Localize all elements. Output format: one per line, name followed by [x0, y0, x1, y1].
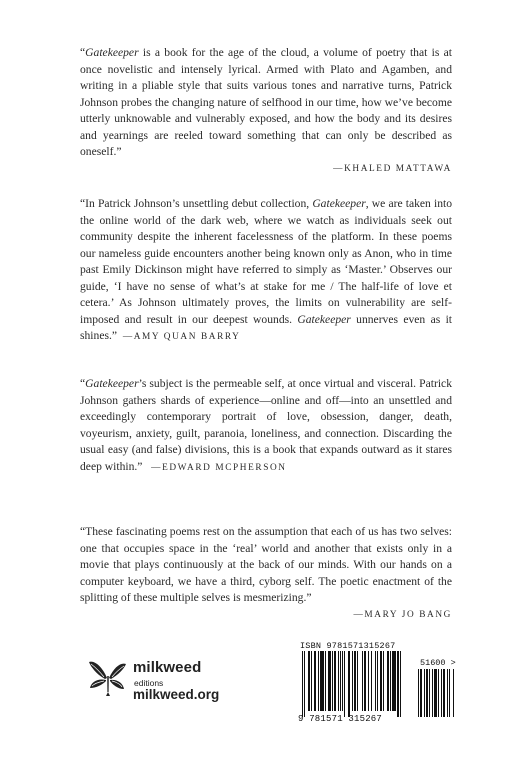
price-code: 51600 >	[420, 658, 456, 668]
barcode-digits: 9 781571 315267	[298, 714, 383, 724]
blurb-text: “Gatekeeper’s subject is the permeable self, at once virtual and visceral. Patrick Johnson gathers shards of experience—online and off—into an unsettled and exceedingly contemporary portrait of love, obsession, danger, death, voyeurism, anxiety, guilt, paranoia, loneliness, and connection. Discarding the usual easy (and false) divisions, this is a book that expands outward as it stares deep within.” —EDWARD MCPHERSON	[80, 377, 452, 473]
blurb-attribution: —EDWARD MCPHERSON	[151, 462, 287, 473]
book-title: Gatekeeper	[85, 377, 139, 390]
blurb-attribution: —MARY JO BANG	[353, 609, 452, 620]
publisher-subtitle: editions	[134, 678, 164, 688]
book-title: Gatekeeper	[297, 312, 351, 326]
barcode-bars	[302, 651, 414, 717]
publisher-logo	[88, 658, 238, 704]
barcode-addon-bars	[418, 669, 462, 717]
blurb-text: “These fascinating poems rest on the assumption that each of us has two selves: one that occupies space in the ‘real’ world and another that exists only in a movie that plays continuously at the back of our minds. With our hands on a computer keyboard, we have a third, cyborg self. The poetic enactment of the splitting of these multiple selves is mesmerizing.”	[80, 525, 452, 605]
blurb-text: “In Patrick Johnson’s unsettling debut collection, Gatekeeper, we are taken into the online world of the dark web, where we watch as individuals seek out community despite the inherent facelessness of the platform. In these poems our nameless guide encounters another being known only as Anon, who in time past Emily Dickinson might have referred to simply as ‘Master.’ Observes our guide, ‘I have no sense of what’s at stake for me / The half-life of love et cetera.’ As Johnson ultimately proves, the limits on vulnerability are self-imposed and result in our deepest wounds. Gatekeeper unnerves even as it shines.” —AMY QUAN BARRY	[80, 197, 453, 343]
blurb-mcpherson	[80, 376, 452, 476]
blurb-text: “Gatekeeper is a book for the age of the cloud, a volume of poetry that is at once novelistic and intensely lyrical. Armed with Plato and Agamben, and writing in a pliable style that suits various tones and narrative turns, Patrick Johnson probes the changing nature of selfhood in our time, how we’ve become utterly unknowable and vulnerably exposed, and how the body and its desires and yearnings are reeled toward something that can only be described as oneself.”	[80, 46, 452, 159]
blurb-mattawa	[80, 45, 452, 177]
isbn-barcode	[298, 641, 464, 727]
blurb-attribution: —KHALED MATTAWA	[333, 163, 452, 174]
book-title: Gatekeeper	[85, 46, 139, 59]
publisher-name: milkweed	[133, 659, 202, 676]
blurb-attribution: —AMY QUAN BARRY	[122, 332, 241, 343]
book-title: Gatekeeper	[312, 197, 366, 210]
blurb-bang	[80, 524, 452, 623]
publisher-url: milkweed.org	[133, 687, 220, 702]
butterfly-icon	[88, 658, 128, 700]
isbn-label: ISBN 9781571315267	[300, 641, 396, 651]
blurb-barry	[80, 196, 452, 346]
